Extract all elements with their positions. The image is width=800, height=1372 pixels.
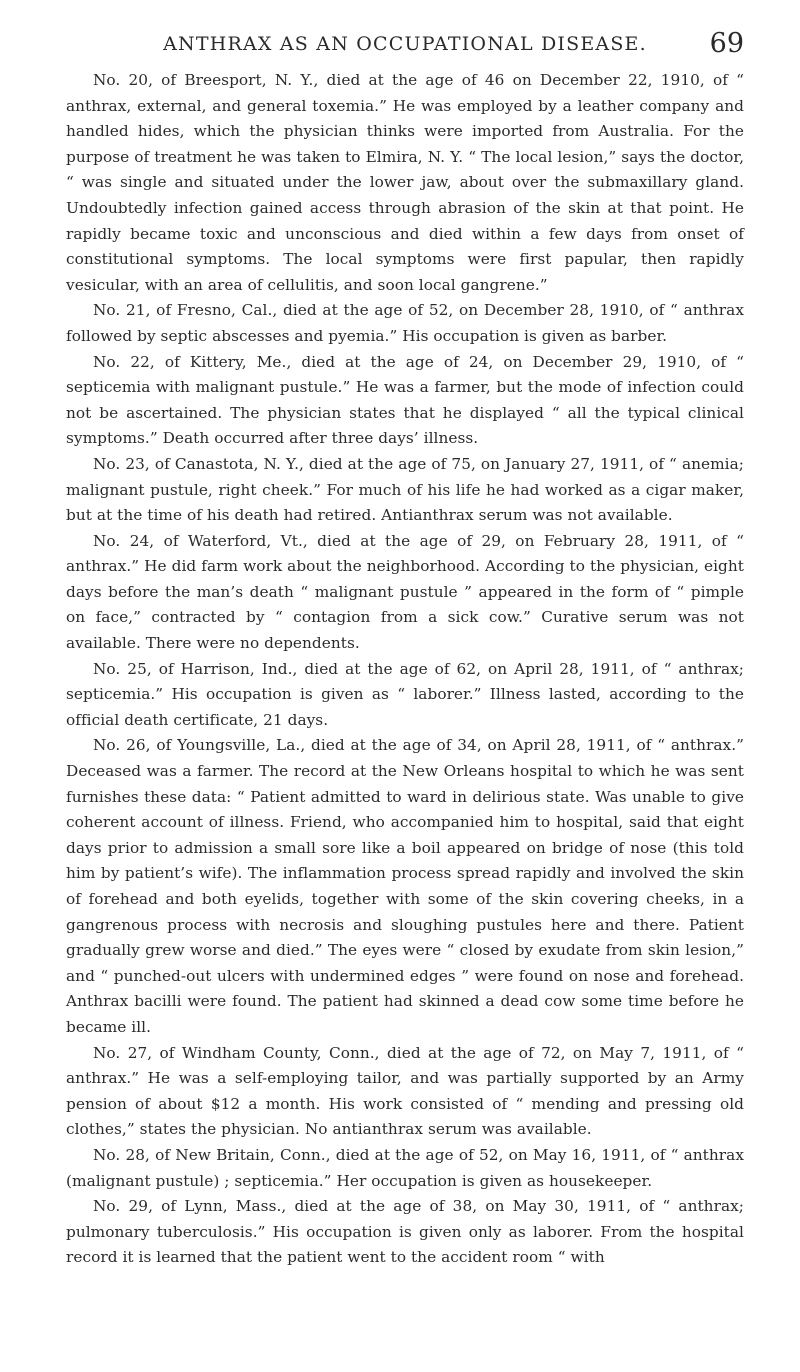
page-header — [66, 28, 744, 68]
paragraph-case-24: No. 24, of Waterford, Vt., died at the age of 29, on February 28, 1911, of “ anthrax.” He did farm work about the neighborhood. According to the physician, eight days before the man’s death “ malignant pustule ” appeared in the form of “ pimple on face,” contracted by “ contagion from a sick cow.” Curative serum was not available. There were no dependents. — [66, 531, 744, 653]
paragraph-case-26: No. 26, of Youngsville, La., died at the age of 34, on April 28, 1911, of “ anthrax.” Deceased was a farmer. The record at the New Orleans hospital to which he was sent furnishes these data: “ Patient admitted to ward in delirious state. Was unable to give coherent account of illness. Friend, who accompanied him to hospital, said that eight days prior to admission a small sore like a boil appeared on bridge of nose (this told him by patient’s wife). The inflammation process spread rapidly and involved the skin of forehead and both eyelids, together with some of the skin covering cheeks, in a gangrenous process with necrosis and sloughing pustules here and there. Patient gradually grew worse and died.” The eyes were “ closed by exudate from skin lesion,” and “ punched-out ulcers with undermined edges ” were found on nose and forehead. Anthrax bacilli were found. The patient had skinned a dead cow some time before he became ill. — [66, 736, 744, 1036]
paragraph-case-28: No. 28, of New Britain, Conn., died at the age of 52, on May 16, 1911, of “ anthrax (malignant pustule) ; septicemia.” Her occupation is given as housekeeper. — [66, 1145, 744, 1190]
paragraph-case-25: No. 25, of Harrison, Ind., died at the age of 62, on April 28, 1911, of “ anthrax; septicemia.” His occupation is given as “ laborer.” Illness lasted, according to the official death certificate, 21 days. — [66, 659, 744, 729]
body-text — [66, 68, 744, 1271]
running-head: ANTHRAX AS AN OCCUPATIONAL DISEASE. — [163, 33, 647, 55]
paragraph-case-21: No. 21, of Fresno, Cal., died at the age of 52, on December 28, 1910, of “ anthrax followed by septic abscesses and pyemia.” His occupation is given as barber. — [66, 301, 744, 345]
paragraph-case-27: No. 27, of Windham County, Conn., died at the age of 72, on May 7, 1911, of “ anthrax.” He was a self-employing tailor, and was partially supported by an Army pension of about $12 a month. His work consisted of “ mending and pressing old clothes,” states the physician. No antianthrax serum was available. — [66, 1043, 744, 1139]
paragraph-case-29: No. 29, of Lynn, Mass., died at the age of 38, on May 30, 1911, of “ anthrax; pulmonary tuberculosis.” His occupation is given only as laborer. From the hospital record it is learned that the patient went to the accident room “ with — [66, 1197, 744, 1267]
paragraph-case-23: No. 23, of Canastota, N. Y., died at the age of 75, on January 27, 1911, of “ anemia; malignant pustule, right cheek.” For much of his life he had worked as a cigar maker, but at the time of his death had retired. Antianthrax serum was not available. — [66, 454, 744, 525]
paragraph-case-20: No. 20, of Breesport, N. Y., died at the age of 46 on December 22, 1910, of “ anthrax, external, and general toxemia.” He was employed by a leather company and handled hides, which the physician thinks were imported from Australia. For the purpose of treatment he was taken to Elmira, N. Y. “ The local lesion,” says the doctor, “ was single and situated under the lower jaw, about over the submaxillary gland. Undoubtedly infection gained access through abrasion of the skin at that point. He rapidly became toxic and unconscious and died within a few days from onset of constitutional symptoms. The local symptoms were first papular, then rapidly vesicular, with an area of cellulitis, and soon local gangrene.” — [66, 71, 744, 294]
paragraph-case-22: No. 22, of Kittery, Me., died at the age of 24, on December 29, 1910, of “ septicemia with malignant pustule.” He was a farmer, but the mode of infection could not be ascertained. The physician states that he displayed “ all the typical clinical symptoms.” Death occurred after three days’ illness. — [66, 352, 744, 448]
page-number: 69 — [709, 28, 744, 59]
